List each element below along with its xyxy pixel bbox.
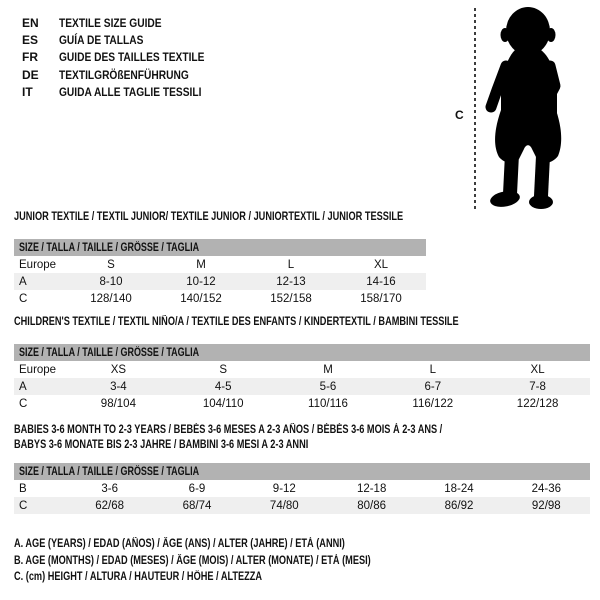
size-header-bar — [14, 239, 426, 256]
language-row — [22, 84, 230, 101]
size-cell: 128/140 — [90, 292, 132, 305]
size-cell: 12-18 — [356, 482, 387, 495]
language-row — [22, 14, 230, 31]
size-cell: XL — [373, 258, 389, 271]
row-label: C — [19, 499, 28, 512]
language-title: GUIDA ALLE TAGLIE TESSILI — [59, 85, 202, 100]
size-cell: 98/104 — [100, 397, 136, 410]
row-label: A — [19, 380, 27, 393]
language-row — [22, 49, 230, 66]
table-row — [14, 497, 590, 514]
size-cell: 9-12 — [272, 482, 296, 495]
table-title: BABYS 3-6 MONATE BIS 2-3 JAHRE / BAMBINI 3-6 MESI A 2-3 ANNI — [14, 439, 309, 451]
row-label: A — [19, 275, 27, 288]
babies-textile-section — [14, 423, 590, 514]
size-cell: S — [107, 258, 115, 271]
height-dashed-line — [474, 8, 476, 210]
legend-note: B. AGE (MONTHS) / EDAD (MESES) / ÂGE (MOIS) / ALTER (MONATE) / ETÀ (MESI) — [14, 554, 371, 567]
size-header-label: SIZE / TALLA / TAILLE / GRÖSSE / TAGLIA — [19, 465, 200, 478]
table-row — [14, 273, 426, 290]
size-cell: 3-6 — [101, 482, 118, 495]
size-cell: 122/128 — [516, 397, 559, 410]
legend-note: A. AGE (YEARS) / EDAD (AÑOS) / ÂGE (ANS) / ALTER (JAHRE) / ETÀ (ANNI) — [14, 538, 345, 550]
size-cell: 86/92 — [444, 499, 474, 512]
toddler-silhouette-icon — [478, 4, 580, 210]
size-cell: 116/122 — [412, 397, 454, 410]
size-cell: M — [196, 258, 206, 271]
size-cell: 10-12 — [186, 275, 216, 288]
size-cell: 80/86 — [357, 499, 387, 512]
language-code: EN — [22, 15, 39, 30]
size-header-label: SIZE / TALLA / TAILLE / GRÖSSE / TAGLIA — [19, 241, 200, 254]
table-title: CHILDREN'S TEXTILE / TEXTIL NIÑO/A / TEXTILE DES ENFANTS / KINDERTEXTIL / BAMBINI TESSILE — [14, 316, 459, 328]
table-title-block — [14, 210, 426, 225]
language-code: FR — [22, 50, 38, 65]
size-header-bar — [14, 344, 590, 361]
size-cell: 5-6 — [319, 380, 337, 393]
row-label: Europe — [19, 258, 57, 271]
table-title-block — [14, 315, 590, 330]
table-row — [14, 395, 590, 412]
size-cell: 7-8 — [529, 380, 546, 393]
language-row — [22, 31, 230, 48]
size-cell: 92/98 — [531, 499, 561, 512]
size-cell: 152/158 — [270, 292, 312, 305]
size-cell: 24-36 — [531, 482, 562, 495]
language-code: IT — [22, 85, 33, 100]
table-row — [14, 290, 426, 307]
size-cell: 104/110 — [202, 397, 244, 410]
language-title: TEXTILE SIZE GUIDE — [59, 15, 162, 30]
language-code: ES — [22, 33, 39, 48]
size-cell: 140/152 — [180, 292, 222, 305]
size-cell: 3-4 — [110, 380, 127, 393]
size-cell: L — [287, 258, 295, 271]
size-cell: 74/80 — [269, 499, 299, 512]
language-title: TEXTILGRÖßENFÜHRUNG — [59, 67, 189, 82]
language-list — [22, 14, 230, 101]
row-label: B — [19, 482, 27, 495]
table-title: JUNIOR TEXTILE / TEXTIL JUNIOR/ TEXTILE JUNIOR / JUNIORTEXTIL / JUNIOR TESSILE — [14, 211, 404, 223]
size-cell: 14-16 — [366, 275, 396, 288]
row-label: Europe — [19, 363, 57, 376]
language-title: GUIDE DES TAILLES TEXTILE — [59, 50, 205, 65]
size-cell: S — [219, 363, 228, 376]
size-cell: 12-13 — [276, 275, 306, 288]
junior-textile-section — [14, 210, 426, 307]
language-code: DE — [22, 67, 39, 82]
size-cell: M — [323, 363, 333, 376]
legend-notes — [14, 536, 460, 586]
size-cell: 6-7 — [424, 380, 442, 393]
table-row — [14, 256, 426, 273]
size-header-label: SIZE / TALLA / TAILLE / GRÖSSE / TAGLIA — [19, 346, 200, 359]
size-cell: XL — [530, 363, 545, 376]
size-cell: 62/68 — [95, 499, 125, 512]
height-c-label: C — [455, 108, 464, 122]
language-title: GUÍA DE TALLAS — [59, 33, 144, 48]
row-label: C — [19, 292, 28, 305]
size-cell: 8-10 — [99, 275, 123, 288]
size-cell: 158/170 — [360, 292, 402, 305]
table-row — [14, 378, 590, 395]
table-row — [14, 361, 590, 378]
language-row — [22, 66, 230, 83]
legend-note: C. (cm) HEIGHT / ALTURA / HAUTEUR / HÖHE / ALTEZZA — [14, 571, 263, 583]
size-cell: L — [429, 363, 436, 376]
size-cell: 68/74 — [182, 499, 212, 512]
size-header-bar — [14, 463, 590, 480]
size-cell: 18-24 — [444, 482, 474, 495]
size-cell: 110/116 — [308, 397, 348, 410]
size-cell: 4-5 — [214, 380, 232, 393]
size-cell: XS — [110, 363, 127, 376]
childrens-textile-section — [14, 315, 590, 412]
row-label: C — [19, 397, 28, 410]
table-row — [14, 480, 590, 497]
table-title: BABIES 3-6 MONTH TO 2-3 YEARS / BEBÉS 3-6 MESES A 2-3 AÑOS / BÉBÉS 3-6 MOIS À 2-3 ANS / — [14, 424, 443, 436]
size-cell: 6-9 — [188, 482, 206, 495]
table-title-block — [14, 423, 590, 453]
